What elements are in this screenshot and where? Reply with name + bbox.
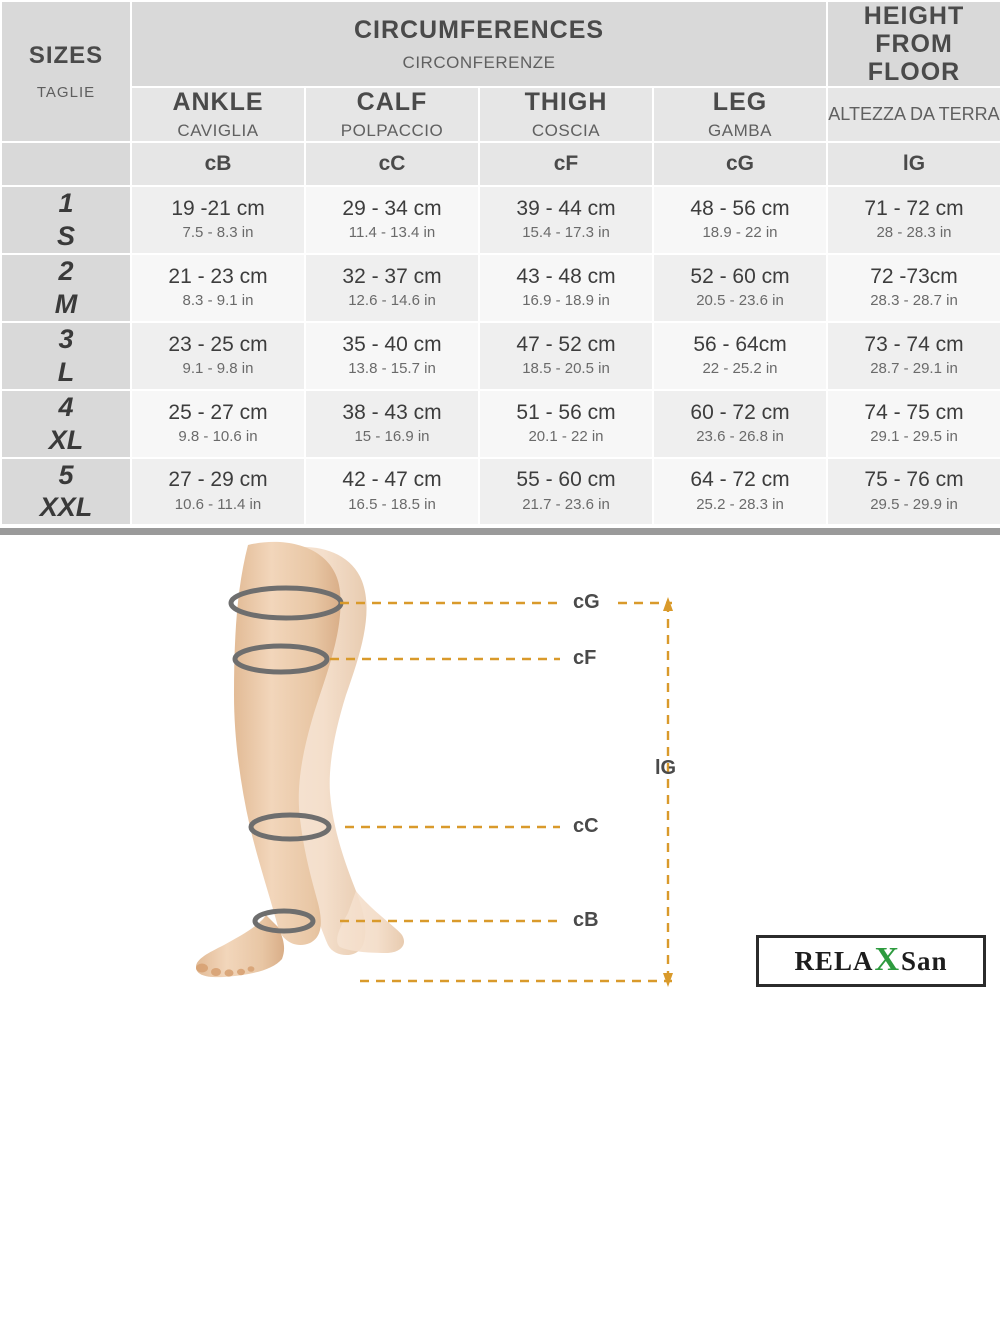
label-cc: cC bbox=[573, 815, 599, 838]
value-cm: 43 - 48 cm bbox=[516, 264, 616, 288]
code-cell-cf bbox=[479, 142, 653, 186]
value-cm: 47 - 52 cm bbox=[516, 332, 616, 356]
column-header-ankle bbox=[131, 87, 305, 142]
label-cg: cG bbox=[573, 591, 600, 614]
cell-calf bbox=[305, 254, 479, 322]
value-cm: 35 - 40 cm bbox=[342, 332, 442, 356]
value-cm: 48 - 56 cm bbox=[690, 196, 790, 220]
cell-height bbox=[827, 458, 1000, 526]
label-lg: lG bbox=[655, 757, 677, 780]
value-cm: 60 - 72 cm bbox=[690, 400, 790, 424]
size-letter: XL bbox=[48, 424, 84, 455]
value-cm: 19 -21 cm bbox=[171, 196, 265, 220]
value-in: 28 - 28.3 in bbox=[876, 224, 952, 242]
value-cm: 27 - 29 cm bbox=[168, 468, 268, 492]
code-cell-cb bbox=[131, 142, 305, 186]
table-row bbox=[1, 390, 1000, 458]
table-header-row-cols bbox=[1, 87, 1000, 142]
cell-calf bbox=[305, 390, 479, 458]
table-row bbox=[1, 186, 1000, 254]
value-in: 8.3 - 9.1 in bbox=[182, 292, 254, 310]
value-cm: 29 - 34 cm bbox=[342, 196, 442, 220]
value-in: 21.7 - 23.6 in bbox=[522, 495, 610, 513]
brand-part2: San bbox=[901, 945, 948, 976]
size-letter: L bbox=[57, 356, 75, 387]
cell-calf bbox=[305, 458, 479, 526]
value-cm: 75 - 76 cm bbox=[864, 468, 964, 492]
column-header-calf bbox=[305, 87, 479, 142]
value-cm: 25 - 27 cm bbox=[168, 400, 268, 424]
cell-ankle bbox=[131, 458, 305, 526]
cell-thigh bbox=[479, 254, 653, 322]
value-in: 7.5 - 8.3 in bbox=[182, 224, 254, 242]
cell-height bbox=[827, 186, 1000, 254]
cell-height bbox=[827, 322, 1000, 390]
size-cell bbox=[1, 458, 131, 526]
value-in: 20.5 - 23.6 in bbox=[696, 292, 784, 310]
cell-leg bbox=[653, 322, 827, 390]
height-title: HEIGHT FROM FLOOR bbox=[863, 2, 965, 86]
size-letter: M bbox=[54, 288, 78, 319]
column-header-leg bbox=[653, 87, 827, 142]
code-cf: cF bbox=[553, 152, 579, 175]
value-in: 15.4 - 17.3 in bbox=[522, 224, 610, 242]
brand-part1: RELA bbox=[794, 945, 874, 976]
value-in: 28.7 - 29.1 in bbox=[870, 359, 958, 377]
value-in: 11.4 - 13.4 in bbox=[348, 224, 436, 242]
calf-title: CALF bbox=[356, 88, 428, 116]
circumferences-title: CIRCUMFERENCES bbox=[353, 15, 605, 44]
value-cm: 56 - 64cm bbox=[693, 332, 787, 356]
cell-height bbox=[827, 254, 1000, 322]
size-cell bbox=[1, 186, 131, 254]
column-header-thigh bbox=[479, 87, 653, 142]
value-cm: 73 - 74 cm bbox=[864, 332, 964, 356]
sizes-header-cell bbox=[1, 1, 131, 142]
calf-subtitle: POLPACCIO bbox=[340, 121, 444, 140]
value-in: 9.1 - 9.8 in bbox=[182, 359, 254, 377]
value-cm: 52 - 60 cm bbox=[690, 264, 790, 288]
value-cm: 38 - 43 cm bbox=[342, 400, 442, 424]
size-letter: S bbox=[56, 220, 75, 251]
value-cm: 72 -73cm bbox=[870, 264, 958, 288]
value-in: 10.6 - 11.4 in bbox=[174, 495, 262, 513]
size-number: 2 bbox=[58, 255, 74, 286]
code-cell-lg bbox=[827, 142, 1000, 186]
value-in: 16.9 - 18.9 in bbox=[522, 292, 610, 310]
cell-ankle bbox=[131, 254, 305, 322]
value-cm: 51 - 56 cm bbox=[516, 400, 616, 424]
size-number: 1 bbox=[58, 188, 74, 218]
size-number: 4 bbox=[58, 391, 74, 422]
cell-thigh bbox=[479, 458, 653, 526]
value-in: 18.9 - 22 in bbox=[702, 224, 778, 242]
cell-leg bbox=[653, 254, 827, 322]
value-in: 18.5 - 20.5 in bbox=[522, 359, 610, 377]
ankle-subtitle: CAVIGLIA bbox=[177, 121, 259, 140]
leg-title: LEG bbox=[712, 88, 768, 116]
thigh-subtitle: COSCIA bbox=[531, 121, 601, 140]
cell-leg bbox=[653, 390, 827, 458]
table-row bbox=[1, 322, 1000, 390]
size-table bbox=[0, 0, 1000, 526]
brand-x-icon: X bbox=[874, 941, 901, 979]
sizes-header-sub: TAGLIE bbox=[36, 84, 96, 101]
value-in: 12.6 - 14.6 in bbox=[348, 292, 436, 310]
value-in: 25.2 - 28.3 in bbox=[696, 495, 784, 513]
circumferences-group-header bbox=[131, 1, 827, 87]
code-cell-cg bbox=[653, 142, 827, 186]
value-cm: 23 - 25 cm bbox=[168, 332, 268, 356]
value-cm: 42 - 47 cm bbox=[342, 468, 442, 492]
height-group-header bbox=[827, 1, 1000, 87]
column-header-height bbox=[827, 87, 1000, 142]
value-in: 9.8 - 10.6 in bbox=[178, 427, 258, 445]
cell-thigh bbox=[479, 322, 653, 390]
value-in: 23.6 - 26.8 in bbox=[696, 427, 784, 445]
code-lg: lG bbox=[902, 152, 926, 175]
table-header-row-group bbox=[1, 1, 1000, 87]
leg-subtitle: GAMBA bbox=[708, 121, 772, 140]
size-cell bbox=[1, 322, 131, 390]
value-cm: 55 - 60 cm bbox=[516, 468, 616, 492]
cell-ankle bbox=[131, 390, 305, 458]
brand-logo bbox=[756, 935, 986, 987]
table-code-row bbox=[1, 142, 1000, 186]
value-in: 13.8 - 15.7 in bbox=[348, 359, 436, 377]
value-cm: 64 - 72 cm bbox=[690, 468, 790, 492]
size-letter: XXL bbox=[39, 492, 93, 523]
cell-thigh bbox=[479, 390, 653, 458]
cell-ankle bbox=[131, 322, 305, 390]
size-cell bbox=[1, 254, 131, 322]
value-in: 15 - 16.9 in bbox=[354, 427, 430, 445]
cell-leg bbox=[653, 458, 827, 526]
table-row bbox=[1, 458, 1000, 526]
value-cm: 71 - 72 cm bbox=[864, 196, 964, 220]
value-cm: 74 - 75 cm bbox=[864, 400, 964, 424]
cell-height bbox=[827, 390, 1000, 458]
table-row bbox=[1, 254, 1000, 322]
measurement-diagram bbox=[0, 528, 1000, 1003]
cell-thigh bbox=[479, 186, 653, 254]
code-row-spacer bbox=[1, 142, 131, 186]
value-cm: 32 - 37 cm bbox=[342, 264, 442, 288]
sizes-header-main: SIZES bbox=[28, 42, 104, 69]
cell-ankle bbox=[131, 186, 305, 254]
cell-leg bbox=[653, 186, 827, 254]
ankle-title: ANKLE bbox=[172, 88, 264, 116]
value-in: 20.1 - 22 in bbox=[528, 427, 604, 445]
circumferences-subtitle: CIRCONFERENZE bbox=[402, 52, 556, 72]
code-cell-cc bbox=[305, 142, 479, 186]
value-in: 28.3 - 28.7 in bbox=[870, 292, 958, 310]
value-in: 29.5 - 29.9 in bbox=[870, 495, 958, 513]
value-cm: 39 - 44 cm bbox=[516, 196, 616, 220]
height-subtitle: ALTEZZA DA TERRA bbox=[828, 104, 1000, 125]
value-cm: 21 - 23 cm bbox=[168, 264, 268, 288]
size-chart bbox=[0, 0, 1000, 526]
cell-calf bbox=[305, 186, 479, 254]
size-cell bbox=[1, 390, 131, 458]
code-cg: cG bbox=[725, 152, 754, 175]
size-number: 3 bbox=[58, 323, 74, 354]
code-cc: cC bbox=[378, 152, 406, 175]
value-in: 16.5 - 18.5 in bbox=[348, 495, 436, 513]
size-number: 5 bbox=[58, 459, 74, 490]
label-cb: cB bbox=[573, 909, 599, 932]
value-in: 22 - 25.2 in bbox=[702, 359, 778, 377]
cell-calf bbox=[305, 322, 479, 390]
code-cb: cB bbox=[204, 152, 232, 175]
value-in: 29.1 - 29.5 in bbox=[870, 427, 958, 445]
label-cf: cF bbox=[573, 647, 597, 670]
thigh-title: THIGH bbox=[524, 88, 608, 116]
